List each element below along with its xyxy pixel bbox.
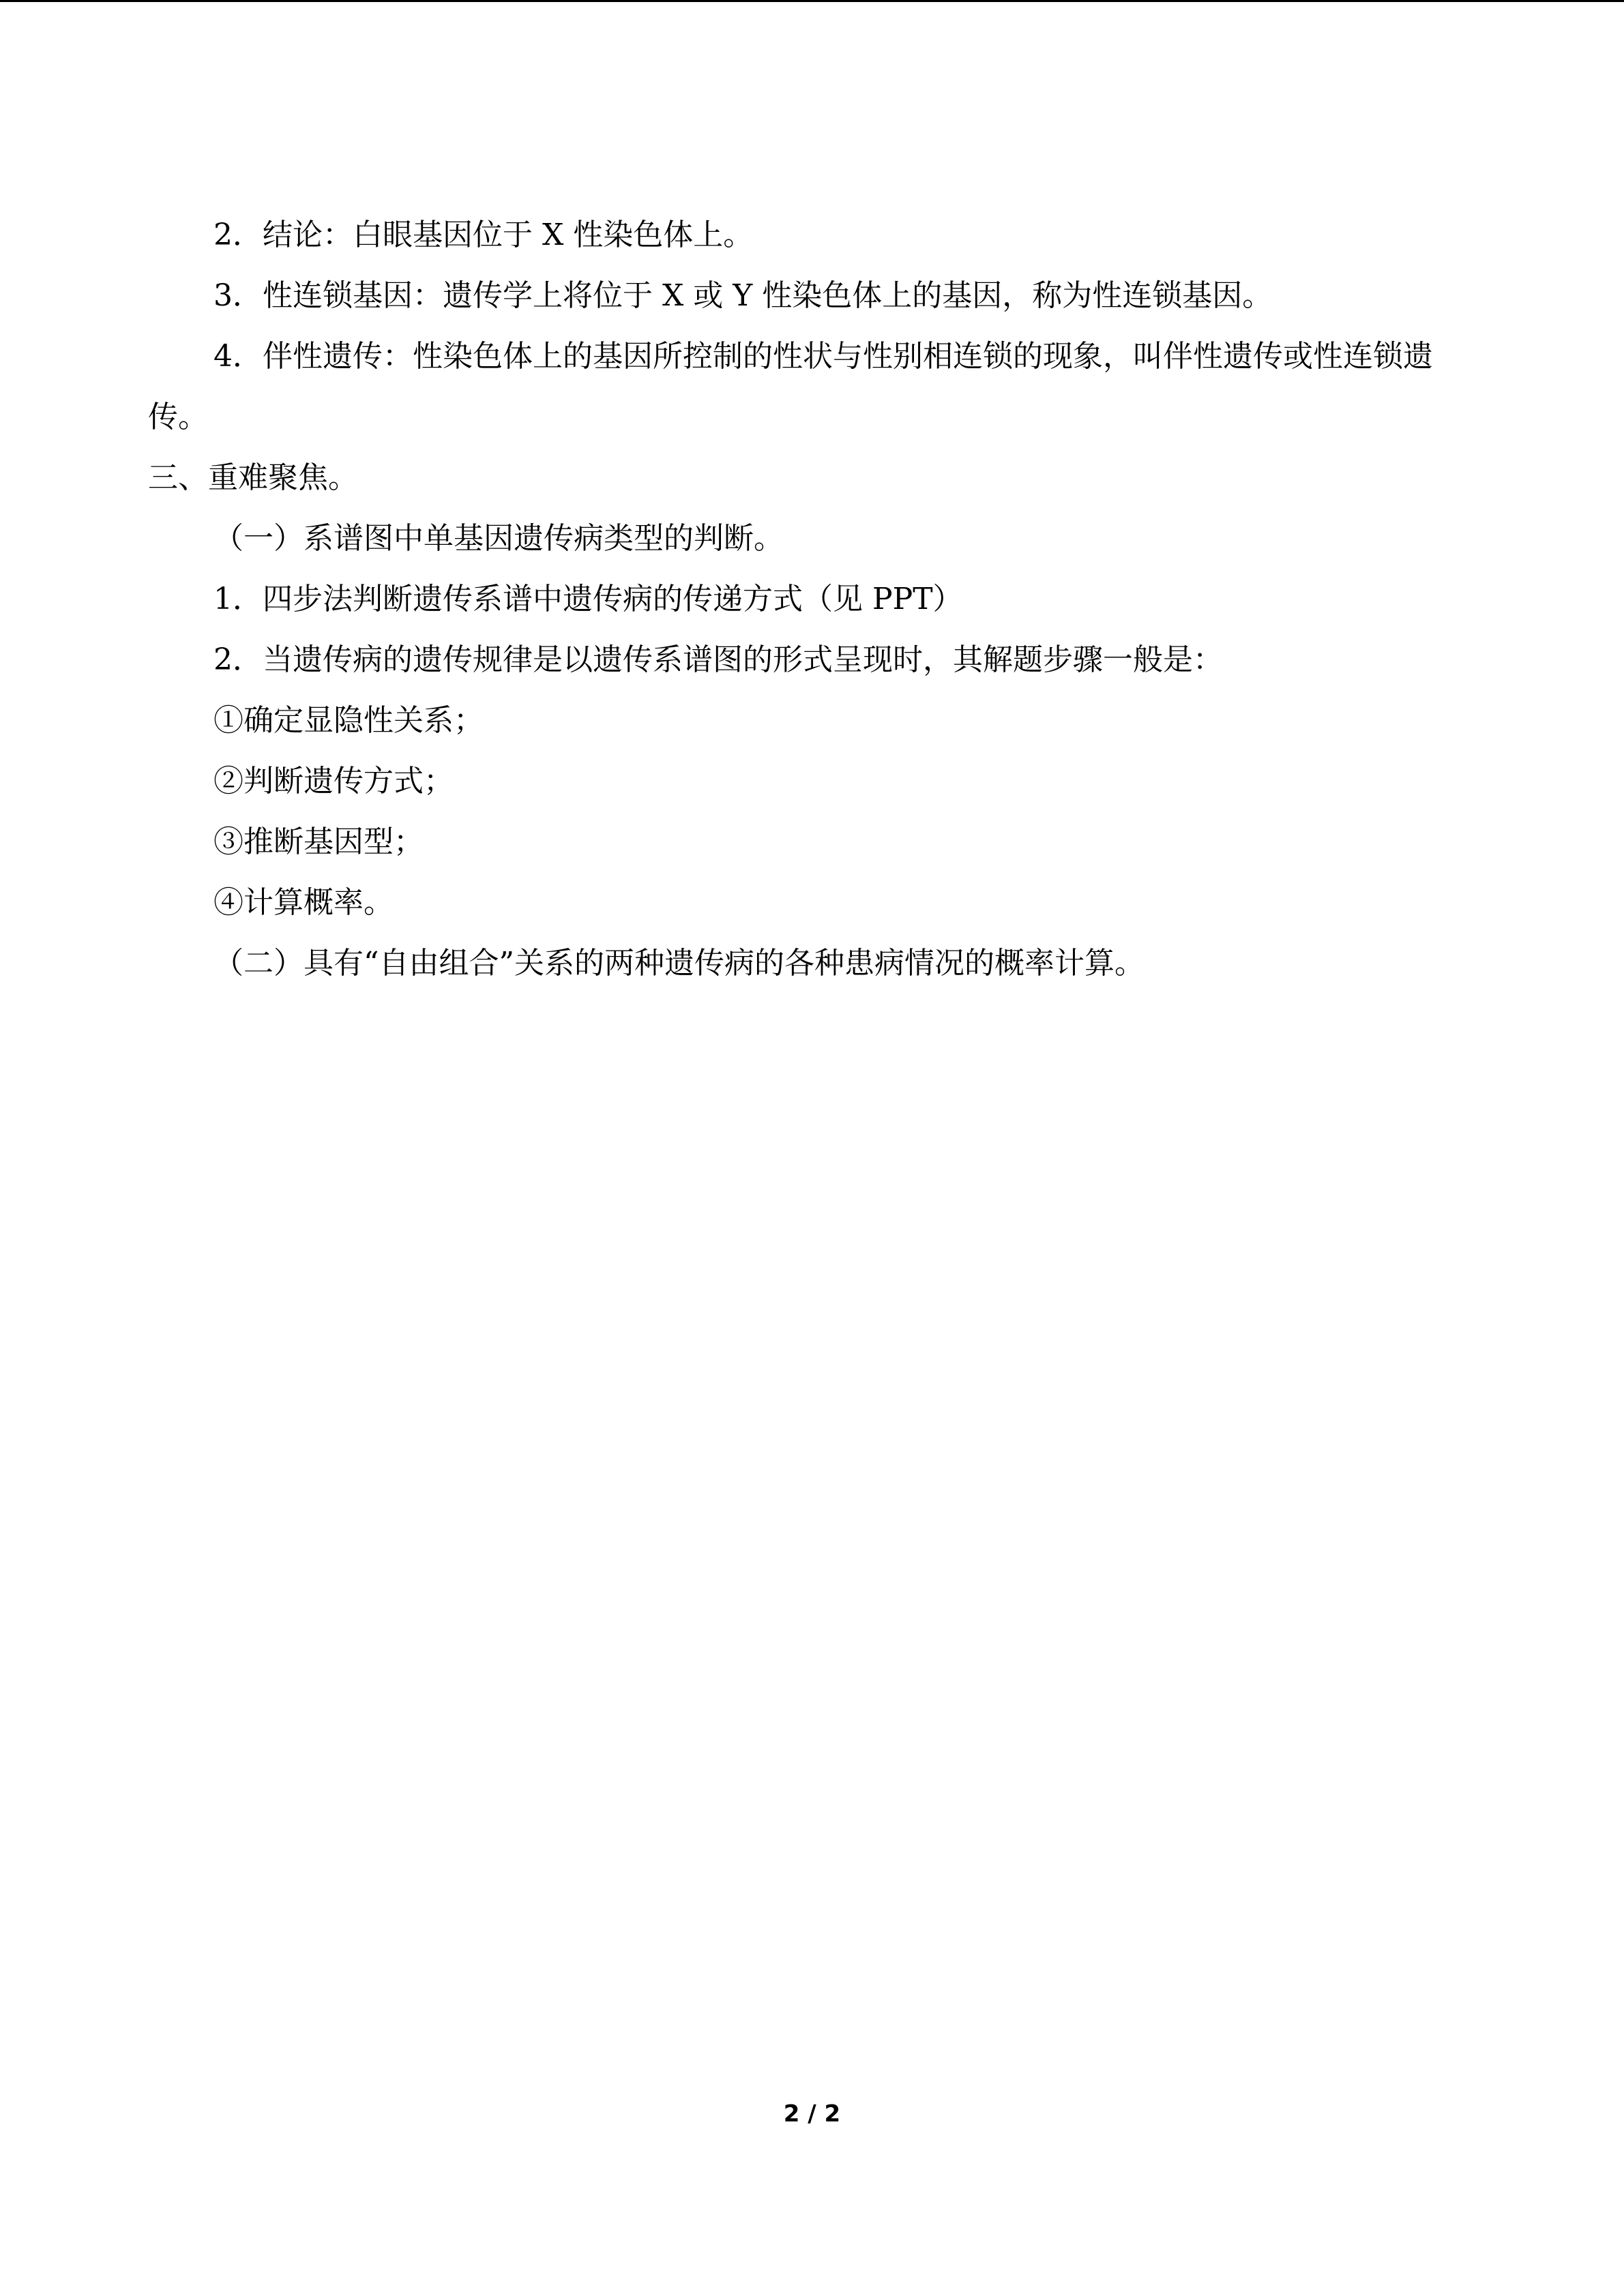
page-number: 2 / 2 bbox=[783, 2100, 841, 2128]
section-heading-key-points: 三、重难聚焦。 bbox=[148, 460, 358, 495]
list-item-four-step-method: 1．四步法判断遗传系谱中遗传病的传递方式（见 PPT） bbox=[213, 582, 963, 616]
step-probability: ④计算概率。 bbox=[213, 885, 394, 920]
paragraph-conclusion: 2．结论：白眼基因位于 X 性染色体上。 bbox=[213, 218, 754, 252]
document-body bbox=[148, 205, 1478, 994]
paragraph-sex-linked-gene: 3．性连锁基因：遗传学上将位于 X 或 Y 性染色体上的基因，称为性连锁基因。 bbox=[213, 278, 1273, 313]
step-inheritance-mode: ②判断遗传方式； bbox=[213, 764, 454, 799]
page-top-border bbox=[0, 0, 1624, 2]
subheading-pedigree-judgement: （一）系谱图中单基因遗传病类型的判断。 bbox=[213, 521, 784, 556]
paragraph-sex-linked-inheritance: 4．伴性遗传：性染色体上的基因所控制的性状与性别相连锁的现象，叫伴性遗传或性连锁遗传。 bbox=[148, 339, 1433, 434]
step-genotype: ③推断基因型； bbox=[213, 824, 424, 859]
step-dominance: ①确定显隐性关系； bbox=[213, 703, 484, 738]
subheading-probability-calculation: （二）具有“自由组合”关系的两种遗传病的各种患病情况的概率计算。 bbox=[213, 946, 1145, 981]
list-item-solving-steps: 2．当遗传病的遗传规律是以遗传系谱图的形式呈现时，其解题步骤一般是： bbox=[213, 642, 1223, 677]
